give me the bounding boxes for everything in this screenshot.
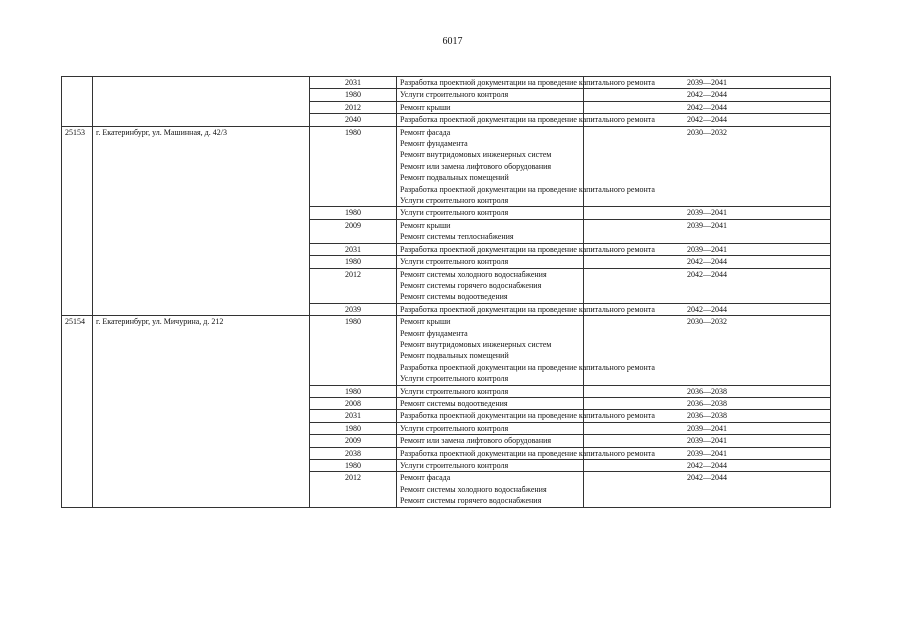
work-types-cell [397, 472, 584, 507]
work-types-cell [397, 101, 584, 113]
work-types-cell [397, 447, 655, 459]
planned-period-cell: 2042—2044 [584, 89, 831, 101]
planned-period-cell: 2039—2041 [584, 435, 831, 447]
year-cell: 1980 [310, 316, 397, 385]
year-cell: 2012 [310, 101, 397, 113]
planned-period-cell: 2042—2044 [584, 303, 831, 315]
building-address-cell [93, 77, 310, 127]
year-cell: 2012 [310, 472, 397, 507]
work-type-item: Ремонт подвальных помещений [400, 351, 509, 361]
building-code-cell: 25153 [62, 126, 93, 316]
planned-period-cell: 2039—2041 [584, 447, 831, 459]
year-cell: 1980 [310, 89, 397, 101]
work-type-item: Разработка проектной документации на проведение капитального ремонта [400, 448, 655, 458]
work-types-cell [397, 303, 655, 315]
work-type-item: Ремонт системы водоотведения [400, 398, 508, 408]
planned-period-cell: 2039—2041 [584, 219, 831, 243]
page-number: 6017 [442, 36, 463, 47]
planned-period-cell: 2039—2041 [584, 422, 831, 434]
work-types-cell [397, 410, 655, 422]
work-types-cell [397, 316, 655, 385]
planned-period-cell: 2042—2044 [584, 256, 831, 268]
work-types-cell [397, 256, 584, 268]
planned-period-cell: 2042—2044 [584, 460, 831, 472]
planned-period-cell: 2042—2044 [584, 268, 831, 303]
building-code-cell: 25154 [62, 316, 93, 508]
planned-period-cell: 2042—2044 [584, 472, 831, 507]
work-types-cell [397, 268, 584, 303]
work-type-item: Ремонт фундамента [400, 139, 468, 149]
work-type-item: Услуги строительного контроля [400, 196, 509, 206]
work-type-item: Ремонт системы горячего водоснабжения [400, 280, 542, 290]
work-type-item: Ремонт внутридомовых инженерных систем [400, 150, 552, 160]
work-type-item: Ремонт системы горячего водоснабжения [400, 496, 542, 506]
work-types-cell [397, 114, 655, 126]
planned-period-cell: 2042—2044 [584, 101, 831, 113]
year-cell: 2031 [310, 77, 397, 89]
work-types-cell [397, 397, 584, 409]
work-types-cell [397, 243, 655, 255]
work-type-item: Услуги строительного контроля [400, 461, 509, 470]
work-type-item: Ремонт системы холодного водоснабжения [400, 269, 547, 279]
year-cell: 2009 [310, 435, 397, 447]
table-body [62, 77, 831, 508]
work-type-item: Ремонт системы холодного водоснабжения [400, 484, 547, 494]
year-cell: 2040 [310, 114, 397, 126]
work-type-item: Ремонт фундамента [400, 328, 468, 338]
year-cell: 1980 [310, 126, 397, 207]
planned-period-cell: 2030—2032 [584, 126, 831, 207]
work-types-cell [397, 460, 584, 472]
planned-period-cell: 2036—2038 [584, 410, 831, 422]
year-cell: 1980 [310, 256, 397, 268]
year-cell: 2039 [310, 303, 397, 315]
year-cell: 2031 [310, 410, 397, 422]
work-types-cell [397, 126, 655, 207]
planned-period-cell: 2042—2044 [584, 114, 831, 126]
year-cell: 2038 [310, 447, 397, 459]
planned-period-cell: 2039—2041 [584, 77, 831, 89]
year-cell: 1980 [310, 460, 397, 472]
year-cell: 2009 [310, 219, 397, 243]
year-cell: 2012 [310, 268, 397, 303]
work-types-cell [397, 435, 584, 447]
work-type-item: Ремонт системы водоотведения [400, 292, 508, 302]
work-type-item: Разработка проектной документации на проведение капитального ремонта [400, 362, 655, 372]
planned-period-cell: 2039—2041 [584, 243, 831, 255]
work-type-item: Ремонт крыши [400, 317, 451, 327]
table-row [62, 77, 831, 89]
year-cell: 1980 [310, 385, 397, 397]
work-types-cell [397, 422, 584, 434]
table-row [62, 316, 831, 385]
year-cell: 2008 [310, 397, 397, 409]
year-cell: 1980 [310, 422, 397, 434]
work-type-item: Разработка проектной документации на проведение капитального ремонта [400, 184, 655, 194]
building-address-cell: г. Екатеринбург, ул. Мичурина, д. 212 [93, 316, 310, 508]
work-type-item: Ремонт внутридомовых инженерных систем [400, 339, 552, 349]
work-type-item: Разработка проектной документации на проведение капитального ремонта [400, 304, 655, 314]
work-type-item: Разработка проектной документации на проведение капитального ремонта [400, 115, 655, 125]
work-types-cell [397, 207, 584, 219]
year-cell: 2031 [310, 243, 397, 255]
planned-period-cell: 2036—2038 [584, 385, 831, 397]
work-type-item: Ремонт фасада [400, 127, 451, 137]
table-row [62, 126, 831, 207]
year-cell: 1980 [310, 207, 397, 219]
work-type-item: Ремонт подвальных помещений [400, 173, 509, 183]
work-type-item: Разработка проектной документации на проведение капитального ремонта [400, 411, 655, 421]
capital-repair-table [61, 76, 831, 508]
work-type-item: Услуги строительного контроля [400, 208, 509, 218]
planned-period-cell: 2039—2041 [584, 207, 831, 219]
building-code-cell [62, 77, 93, 127]
work-type-item: Услуги строительного контроля [400, 386, 509, 396]
work-type-item: Ремонт системы теплоснабжения [400, 232, 514, 242]
building-address-cell: г. Екатеринбург, ул. Машинная, д. 42/3 [93, 126, 310, 316]
work-types-cell [397, 89, 584, 101]
work-types-cell [397, 77, 655, 89]
work-type-item: Услуги строительного контроля [400, 90, 509, 100]
work-type-item: Разработка проектной документации на проведение капитального ремонта [400, 78, 655, 87]
planned-period-cell: 2030—2032 [584, 316, 831, 385]
work-type-item: Услуги строительного контроля [400, 257, 509, 267]
work-type-item: Разработка проектной документации на проведение капитального ремонта [400, 244, 655, 254]
work-type-item: Услуги строительного контроля [400, 374, 509, 384]
planned-period-cell: 2036—2038 [584, 397, 831, 409]
work-type-item: Услуги строительного контроля [400, 423, 509, 433]
work-type-item: Ремонт или замена лифтового оборудования [400, 436, 552, 446]
work-type-item: Ремонт или замена лифтового оборудования [400, 161, 552, 171]
work-type-item: Ремонт крыши [400, 220, 451, 230]
work-type-item: Ремонт фасада [400, 473, 451, 483]
work-types-cell [397, 385, 584, 397]
work-types-cell [397, 219, 584, 243]
work-type-item: Ремонт крыши [400, 102, 451, 112]
